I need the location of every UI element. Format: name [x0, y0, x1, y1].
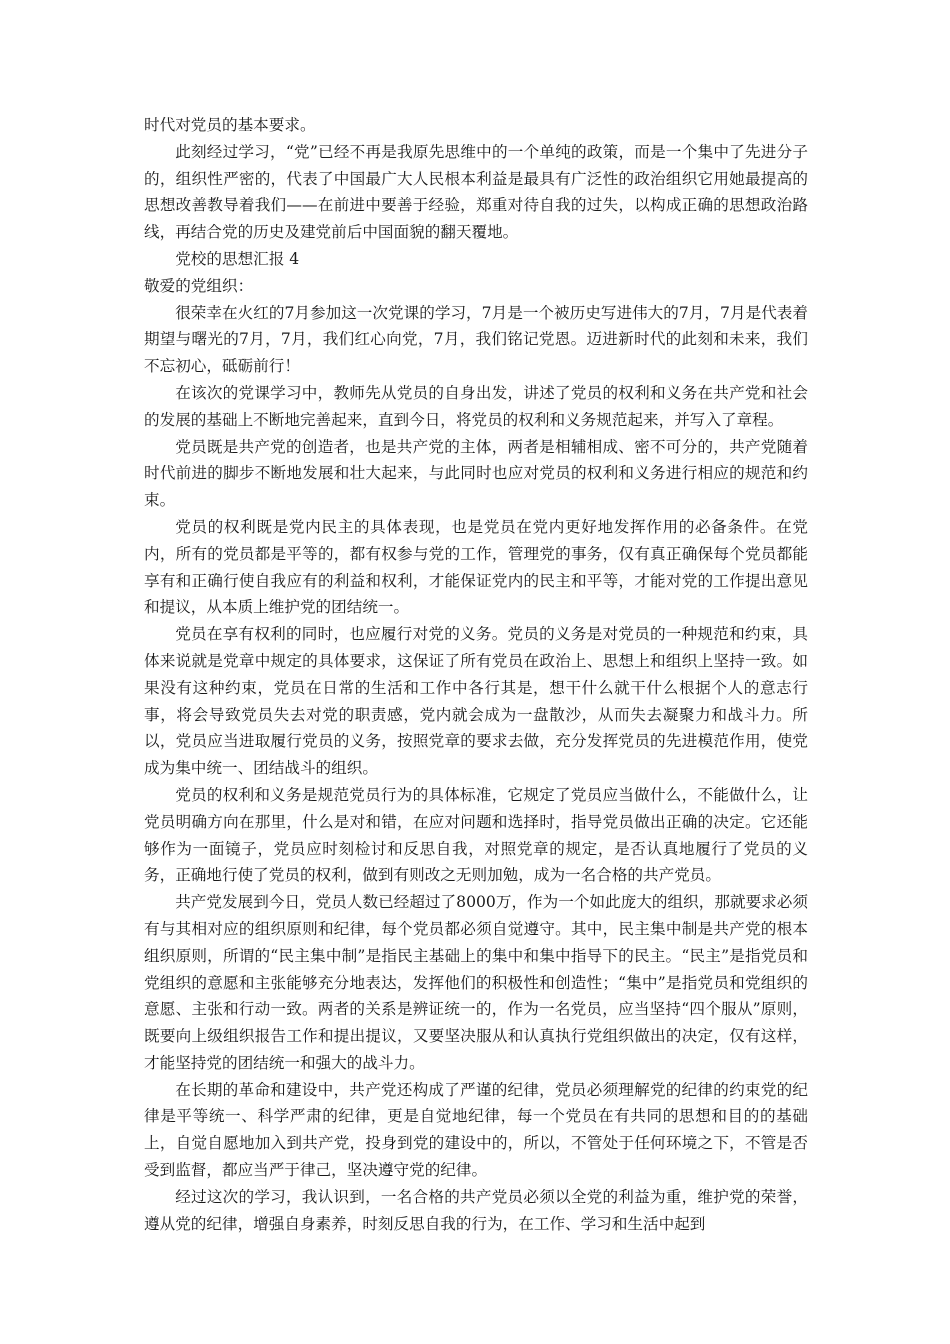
paragraph-body: 党员既是共产党的创造者，也是共产党的主体，两者是相辅相成、密不可分的，共产党随着时代前进的脚步不断地发展和壮大起来，与此同时也应对党员的权利和义务进行相应的规范和约束。: [144, 437, 808, 510]
paragraph-body: 党员的权利既是党内民主的具体表现，也是党员在党内更好地发挥作用的必备条件。在党内，所有的党员都是平等的，都有权参与党的工作，管理党的事务，仅有真正确保每个党员都能享有和正确行使自我应有的利益和权利，才能保证党内的民主和平等，才能对党的工作提出意见和提议，从本质上维护党的团结统一。: [144, 517, 808, 617]
paragraph-body: 共产党发展到今日，党员人数已经超过了8000万，作为一个如此庞大的组织，那就要求必须有与其相对应的组织原则和纪律，每个党员都必须自觉遵守。其中，民主集中制是共产党的根本组织原则，所谓的“民主集中制”是指民主基础上的集中和集中指导下的民主。“民主”是指党员和党组织的意愿和主张能够充分地表达，发挥他们的积极性和创造性；“集中”是指党员和党组织的意愿、主张和行动一致。两者的关系是辨证统一的，作为一名党员，应当坚持“四个服从”原则，既要向上级组织报告工作和提出提议，又要坚决服从和认真执行党组织做出的决定，仅有这样，才能坚持党的团结统一和强大的战斗力。: [144, 893, 808, 1072]
paragraph-body: 在长期的革命和建设中，共产党还构成了严谨的纪律，党员必须理解党的纪律的约束党的纪律是平等统一、科学严肃的纪律，更是自觉地纪律，每一个党员在有共同的思想和目的的基础上，自觉自愿地加入到共产党，投身到党的建设中的，所以，不管处于任何环境之下，不管是否受到监督，都应当严于律己，坚决遵守党的纪律。: [144, 1080, 808, 1180]
paragraph-body: 此刻经过学习，“党”已经不再是我原先思维中的一个单纯的政策，而是一个集中了先进分子的，组织性严密的，代表了中国最广大人民根本利益是最具有广泛性的政治组织它用她最提高的思想改善教导着我们——在前进中要善于经验，郑重对待自我的过失，以构成正确的思想政治路线，再结合党的历史及建党前后中国面貌的翻天覆地。: [144, 142, 808, 242]
paragraph-continuation: 时代对党员的基本要求。: [144, 116, 316, 134]
document-page: [144, 112, 808, 1237]
paragraph-body: 党员在享有权利的同时，也应履行对党的义务。党员的义务是对党员的一种规范和约束，具体来说就是党章中规定的具体要求，这保证了所有党员在政治上、思想上和组织上坚持一致。如果没有这种约束，党员在日常的生活和工作中各行其是，想干什么就干什么根据个人的意志行事，将会导致党员失去对党的职责感，党内就会成为一盘散沙，从而失去凝聚力和战斗力。所以，党员应当进取履行党员的义务，按照党章的要求去做，充分发挥党员的先进模范作用，使党成为集中统一、团结战斗的组织。: [144, 625, 808, 778]
paragraph-body: 在该次的党课学习中，教师先从党员的自身出发，讲述了党员的权利和义务在共产党和社会的发展的基础上不断地完善起来，直到今日，将党员的权利和义务规范起来，并写入了章程。: [144, 383, 808, 429]
section-heading: 党校的思想汇报 4: [175, 249, 300, 268]
paragraph-body: 经过这次的学习，我认识到，一名合格的共产党员必须以全党的利益为重，维护党的荣誉，遵从党的纪律，增强自身素养，时刻反思自我的行为，在工作、学习和生活中起到: [144, 1187, 808, 1233]
salutation: 敬爱的党组织：: [144, 276, 254, 295]
paragraph-body: 党员的权利和义务是规范党员行为的具体标准，它规定了党员应当做什么，不能做什么，让党员明确方向在那里，什么是对和错，在应对问题和选择时，指导党员做出正确的决定。它还能够作为一面镜子，党员应时刻检讨和反思自我，对照党章的规定，是否认真地履行了党员的义务，正确地行使了党员的权利，做到有则改之无则加勉，成为一名合格的共产党员。: [144, 785, 808, 885]
paragraph-body: 很荣幸在火红的7月参加这一次党课的学习，7月是一个被历史写进伟大的7月，7月是代表着期望与曙光的7月，7月，我们红心向党，7月，我们铭记党恩。迈进新时代的此刻和未来，我们不忘初心，砥砺前行！: [144, 303, 808, 376]
